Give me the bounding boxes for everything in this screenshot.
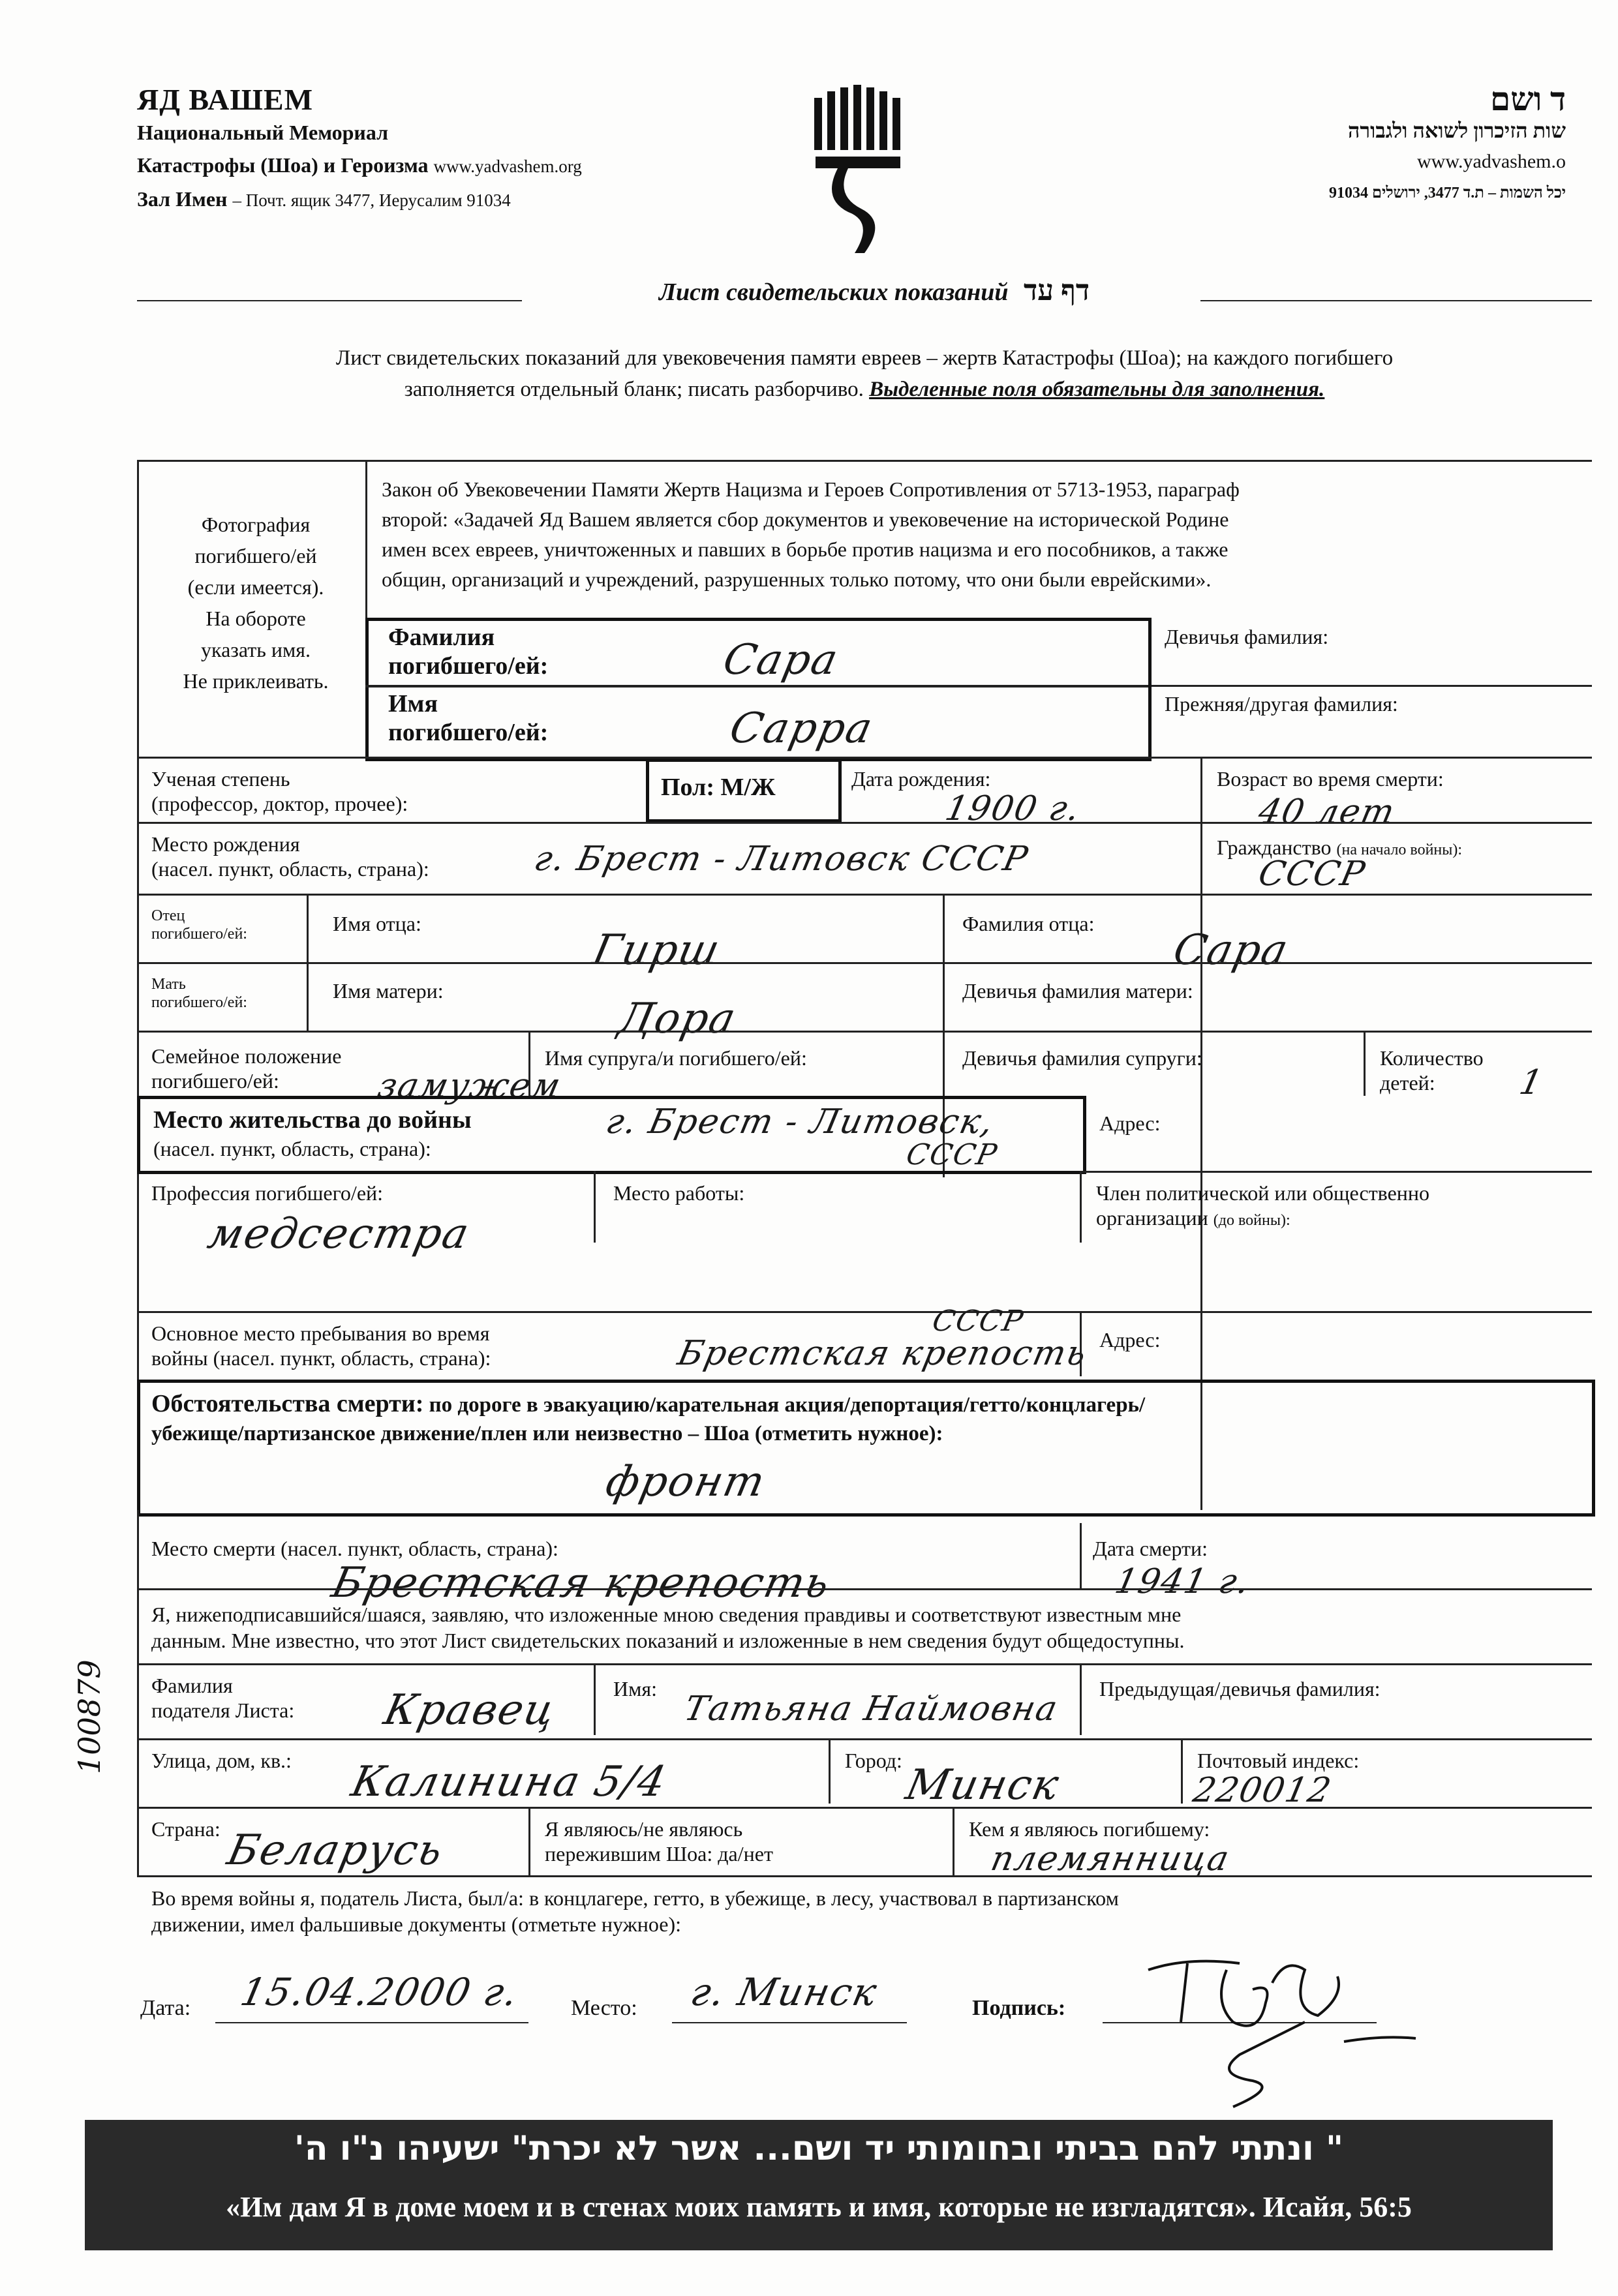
row-divider-wartime bbox=[137, 1311, 1592, 1313]
relation-label: Кем я являюсь погибшему: bbox=[969, 1817, 1210, 1841]
postal-address-ru: – Почт. ящик 3477, Иерусалим 91034 bbox=[232, 190, 511, 210]
declaration-line-1: Я, нижеподписавшийся/шаяся, заявляю, что изложенные мною сведения правдивы и соответствуют известным мне bbox=[151, 1603, 1182, 1626]
residence-label-sub: (насел. пункт, область, страна): bbox=[153, 1137, 431, 1160]
postal-address-he: יכל השמות – ת.ד 3477, ירושלים 91034 bbox=[1329, 185, 1566, 202]
degree-label-1: Ученая степень bbox=[151, 767, 290, 791]
submitter-name-label: Имя: bbox=[613, 1677, 657, 1700]
header-russian bbox=[137, 83, 582, 217]
father-name-label: Имя отца: bbox=[333, 912, 421, 935]
marital-label bbox=[151, 1044, 341, 1093]
citizenship-value[interactable]: СССР bbox=[1255, 854, 1369, 894]
banner-quote-he: " ונתתי להם בביתי ובחומותי יד ושם... אשר לא יכרת" ישעיהו נ"ו ה' bbox=[294, 2129, 1344, 2168]
place-label: Место: bbox=[571, 1996, 637, 2020]
photo-text-6: Не приклеивать. bbox=[183, 669, 329, 693]
declaration-text bbox=[151, 1601, 1185, 1654]
death-circumstances-label bbox=[151, 1389, 1145, 1448]
form-border-left-lower bbox=[137, 1510, 139, 1875]
survivor-label-2: пережившим Шоа: bbox=[545, 1842, 713, 1865]
maiden-divider bbox=[1152, 685, 1592, 687]
mother-label bbox=[151, 975, 247, 1012]
law-line-1: Закон об Увековечении Памяти Жертв Нацизма и Героев Сопротивления от 5713-1953, параграф bbox=[382, 477, 1240, 501]
declaration-line-2: данным. Мне известно, что этот Лист свидетельских показаний и изложенные в нем сведения будут общедоступны. bbox=[151, 1629, 1185, 1652]
street-label: Улица, дом, кв.: bbox=[151, 1749, 292, 1772]
wartime-value-1[interactable]: СССР bbox=[929, 1305, 1028, 1338]
wartime-label-2: войны (насел. пункт, область, страна): bbox=[151, 1346, 491, 1370]
law-excerpt bbox=[382, 474, 1589, 594]
age-value[interactable]: 40 лет bbox=[1255, 793, 1399, 832]
name-box-divider bbox=[365, 685, 1148, 687]
website-he[interactable]: www.yadvashem.o bbox=[1416, 151, 1566, 172]
submitter-surname-label bbox=[151, 1673, 294, 1723]
photo-instructions bbox=[151, 509, 360, 697]
mother-label-1: Мать bbox=[151, 976, 186, 993]
death-circumstances-value[interactable]: фронт bbox=[602, 1458, 771, 1506]
photo-text-1: Фотография bbox=[201, 513, 311, 536]
death-circ-options-1[interactable]: по дороге в эвакуацию/карательная акция/депортация/гетто/концлагерь/ bbox=[429, 1393, 1146, 1417]
row-divider-war-submitter bbox=[137, 1875, 1592, 1877]
street-value[interactable]: Калинина 5/4 bbox=[347, 1758, 671, 1806]
children-value[interactable]: 1 bbox=[1516, 1063, 1548, 1102]
children-label-2: детей: bbox=[1380, 1071, 1435, 1095]
law-line-4: общин, организаций и учреждений, разрушенных только потому, что они были еврейскими». bbox=[382, 567, 1212, 591]
surname-label bbox=[388, 623, 548, 680]
death-circ-bold: Обстоятельства смерти: bbox=[151, 1390, 424, 1417]
father-surname-value[interactable]: Сара bbox=[1169, 926, 1294, 974]
zip-value[interactable]: 220012 bbox=[1189, 1771, 1336, 1810]
residence-value-1[interactable]: г. Брест - Литовск, bbox=[602, 1102, 998, 1141]
row-divider-profession-r bbox=[1080, 1171, 1592, 1173]
submitter-prev-label: Предыдущая/девичья фамилия: bbox=[1099, 1677, 1381, 1700]
degree-label bbox=[151, 766, 408, 816]
survivor-label-1: Я являюсь/не являюсь bbox=[545, 1817, 743, 1841]
member-label-2: организации bbox=[1096, 1206, 1208, 1230]
war-submitter-text bbox=[151, 1885, 1119, 1937]
children-label-1: Количество bbox=[1380, 1046, 1484, 1070]
country-value[interactable]: Беларусь bbox=[223, 1826, 448, 1875]
father-label bbox=[151, 907, 247, 943]
workplace-label: Место работы: bbox=[613, 1181, 745, 1205]
form-border-left bbox=[137, 460, 139, 1510]
city-divider bbox=[829, 1738, 831, 1804]
marital-col-divider bbox=[528, 1031, 530, 1096]
form-border-top bbox=[137, 460, 1592, 462]
spouse-name-label: Имя супруга/и погибшего/ей: bbox=[545, 1046, 807, 1070]
relation-value[interactable]: племянница bbox=[987, 1839, 1234, 1879]
submitter-col-divider bbox=[594, 1663, 596, 1735]
hall-of-names: Зал Имен bbox=[137, 187, 228, 211]
photo-text-5: указать имя. bbox=[201, 638, 311, 661]
instructions-line2: заполняется отдельный бланк; писать разборчиво. bbox=[404, 378, 864, 401]
submitter-name-value[interactable]: Татьяна Наймовна bbox=[680, 1689, 1062, 1729]
photo-text-2: погибшего/ей bbox=[194, 544, 317, 567]
survivor-label bbox=[545, 1817, 773, 1866]
profession-label: Профессия погибшего/ей: bbox=[151, 1181, 384, 1205]
title-divider-right bbox=[1200, 300, 1592, 301]
death-date-divider bbox=[1080, 1523, 1082, 1588]
form-title-he: דף עד bbox=[1024, 275, 1090, 307]
mother-label-2: погибшего/ей: bbox=[151, 994, 247, 1011]
first-name-label-2: погибшего/ей: bbox=[388, 719, 549, 746]
city-value[interactable]: Минск bbox=[902, 1761, 1064, 1809]
serial-number: 100879 bbox=[72, 1659, 107, 1774]
org-line3-ru: Катастрофы (Шоа) и Героизма bbox=[137, 153, 429, 177]
org-name-ru: ЯД ВАШЕМ bbox=[137, 83, 313, 116]
place-underline bbox=[672, 2022, 907, 2023]
member-col-divider bbox=[1080, 1171, 1082, 1243]
death-date-value[interactable]: 1941 г. bbox=[1111, 1562, 1255, 1601]
first-name-label bbox=[388, 689, 548, 747]
residence-label-bold: Место жительства до войны bbox=[153, 1106, 472, 1134]
children-label bbox=[1380, 1046, 1484, 1095]
row-divider-declaration bbox=[137, 1588, 1592, 1590]
father-name-value[interactable]: Гирш bbox=[588, 926, 725, 974]
father-label-2: погибшего/ей: bbox=[151, 926, 247, 943]
birthplace-label bbox=[151, 832, 429, 881]
org-line2-ru: Национальный Мемориал bbox=[137, 121, 389, 144]
previous-name-label: Прежняя/другая фамилия: bbox=[1165, 692, 1398, 716]
citizenship-label-text: Гражданство bbox=[1217, 836, 1332, 859]
date-underline bbox=[215, 2022, 528, 2023]
wartime-label-1: Основное место пребывания во время bbox=[151, 1322, 490, 1345]
place-value[interactable]: г. Минск bbox=[686, 1970, 882, 2014]
form-title-ru: Лист свидетельских показаний bbox=[658, 279, 1009, 306]
first-name-value[interactable]: Сарра bbox=[725, 704, 878, 753]
wartime-address-label: Адрес: bbox=[1099, 1328, 1161, 1352]
father-surname-label: Фамилия отца: bbox=[962, 912, 1095, 935]
mother-name-label: Имя матери: bbox=[333, 979, 444, 1003]
row-divider-submitter bbox=[137, 1663, 1592, 1665]
signature-scribble-icon[interactable] bbox=[1109, 1944, 1461, 2113]
law-line-2: второй: «Задачей Яд Вашем является сбор документов и увековечение на исторической Родине bbox=[382, 507, 1229, 531]
date-label: Дата: bbox=[140, 1996, 191, 2020]
row-divider-birthplace bbox=[137, 822, 1592, 824]
wartime-col-divider bbox=[1080, 1311, 1082, 1376]
marital-label-1: Семейное положение bbox=[151, 1044, 342, 1068]
marital-label-2: погибшего/ей: bbox=[151, 1069, 279, 1093]
signature-label: Подпись: bbox=[972, 1996, 1066, 2020]
law-line-3: имен всех евреев, уничтоженных и павших в борьбе против нацизма и его пособников, а также bbox=[382, 537, 1229, 561]
citizenship-note: (на начало войны): bbox=[1336, 841, 1463, 858]
row-divider-country bbox=[137, 1807, 1592, 1809]
surname-label-2: погибшего/ей: bbox=[388, 652, 549, 680]
instructions-line1: Лист свидетельских показаний для увековечения памяти евреев – жертв Катастрофы (Шоа); на каждого погибшего bbox=[335, 346, 1394, 370]
relation-divider bbox=[953, 1807, 954, 1875]
sex-label[interactable]: Пол: М/Ж bbox=[661, 774, 776, 801]
quote-banner bbox=[85, 2120, 1553, 2250]
wartime-label bbox=[151, 1321, 491, 1370]
testimony-form bbox=[137, 460, 1592, 1936]
father-label-1: Отец bbox=[151, 907, 185, 924]
birthplace-label-2: (насел. пункт, область, страна): bbox=[151, 857, 429, 881]
children-col-divider bbox=[1364, 1031, 1366, 1096]
death-circ-options-2[interactable]: убежище/партизанское движение/плен или неизвестно – Шоа (отметить нужное): bbox=[151, 1422, 943, 1445]
survivor-options[interactable]: да/нет bbox=[718, 1842, 773, 1865]
member-label bbox=[1096, 1181, 1429, 1233]
submitter-surname-label-2: подателя Листа: bbox=[151, 1699, 295, 1722]
photo-text-4: На обороте bbox=[206, 607, 306, 630]
surname-value[interactable]: Сара bbox=[719, 636, 844, 684]
form-title-row bbox=[137, 274, 1592, 313]
death-date-label: Дата смерти: bbox=[1093, 1537, 1208, 1560]
degree-label-2: (профессор, доктор, прочее): bbox=[151, 792, 408, 815]
residence-value-2[interactable]: СССР bbox=[903, 1138, 1001, 1171]
header-hebrew bbox=[1329, 83, 1566, 209]
zip-divider bbox=[1181, 1738, 1183, 1804]
spouse-maiden-label: Девичья фамилия супруги: bbox=[962, 1046, 1202, 1070]
date-value[interactable]: 15.04.2000 г. bbox=[236, 1970, 523, 2014]
profession-col-divider bbox=[594, 1171, 596, 1243]
title-divider-left bbox=[137, 300, 522, 301]
death-place-value[interactable]: Брестская крепость bbox=[328, 1559, 835, 1607]
row-divider-degree bbox=[137, 757, 1592, 759]
city-label: Город: bbox=[845, 1749, 902, 1772]
first-name-label-1: Имя bbox=[388, 690, 438, 718]
mother-maiden-label: Девичья фамилия матери: bbox=[962, 979, 1193, 1003]
row-divider-street bbox=[137, 1738, 1592, 1740]
member-note: (до войны): bbox=[1213, 1212, 1290, 1229]
wartime-value-2[interactable]: Брестская крепость bbox=[674, 1334, 1091, 1373]
war-submitter-line-2: движении, имел фальшивые документы (отметьте нужное): bbox=[151, 1912, 681, 1936]
submitter-surname-value[interactable]: Кравец bbox=[380, 1686, 560, 1734]
birth-date-label: Дата рождения: bbox=[851, 767, 991, 791]
maiden-name-label: Девичья фамилия: bbox=[1165, 625, 1329, 648]
birth-date-value[interactable]: 1900 г. bbox=[941, 789, 1085, 828]
marital-value[interactable]: замужем bbox=[374, 1066, 566, 1106]
org-name-he: ד ושם bbox=[1490, 81, 1566, 117]
form-title bbox=[555, 274, 1194, 307]
war-submitter-line-1: Во время войны я, податель Листа, был/а: в концлагере, гетто, в убежище, в лесу, участвовал в партизанском bbox=[151, 1886, 1119, 1910]
mandatory-fields-note: Выделенные поля обязательны для заполнения. bbox=[869, 378, 1325, 401]
submitter-prev-divider bbox=[1080, 1663, 1082, 1735]
age-label: Возраст во время смерти: bbox=[1217, 767, 1444, 791]
birthplace-label-1: Место рождения bbox=[151, 832, 300, 856]
row-divider-marital bbox=[137, 1031, 1592, 1033]
surname-label-1: Фамилия bbox=[388, 624, 495, 651]
photo-text-3: (если имеется). bbox=[187, 575, 324, 599]
yad-vashem-logo-icon bbox=[809, 85, 907, 254]
death-place-label: Место смерти (насел. пункт, область, страна): bbox=[151, 1537, 558, 1560]
row-divider-mother bbox=[137, 962, 1592, 964]
profession-value[interactable]: медсестра bbox=[204, 1210, 474, 1258]
birthplace-value[interactable]: г. Брест - Литовск СССР bbox=[530, 839, 1032, 879]
banner-quote-ru: «Им дам Я в доме моем и в стенах моих память и имя, которые не изгладятся». Исайя, 56:5 bbox=[226, 2191, 1412, 2223]
form-instructions bbox=[137, 342, 1592, 405]
submitter-surname-label-1: Фамилия bbox=[151, 1674, 233, 1697]
zip-label: Почтовый индекс: bbox=[1197, 1749, 1360, 1772]
survivor-divider bbox=[528, 1807, 530, 1875]
address-label: Адрес: bbox=[1099, 1111, 1161, 1135]
country-label: Страна: bbox=[151, 1817, 221, 1841]
member-label-1: Член политической или общественно bbox=[1096, 1181, 1430, 1205]
website-link[interactable]: www.yadvashem.org bbox=[433, 157, 582, 176]
org-line2-he: שות הזיכרון לשואה ולגבורה bbox=[1348, 119, 1566, 142]
row-divider-father bbox=[137, 894, 1592, 896]
mother-name-value[interactable]: Дора bbox=[615, 995, 741, 1043]
